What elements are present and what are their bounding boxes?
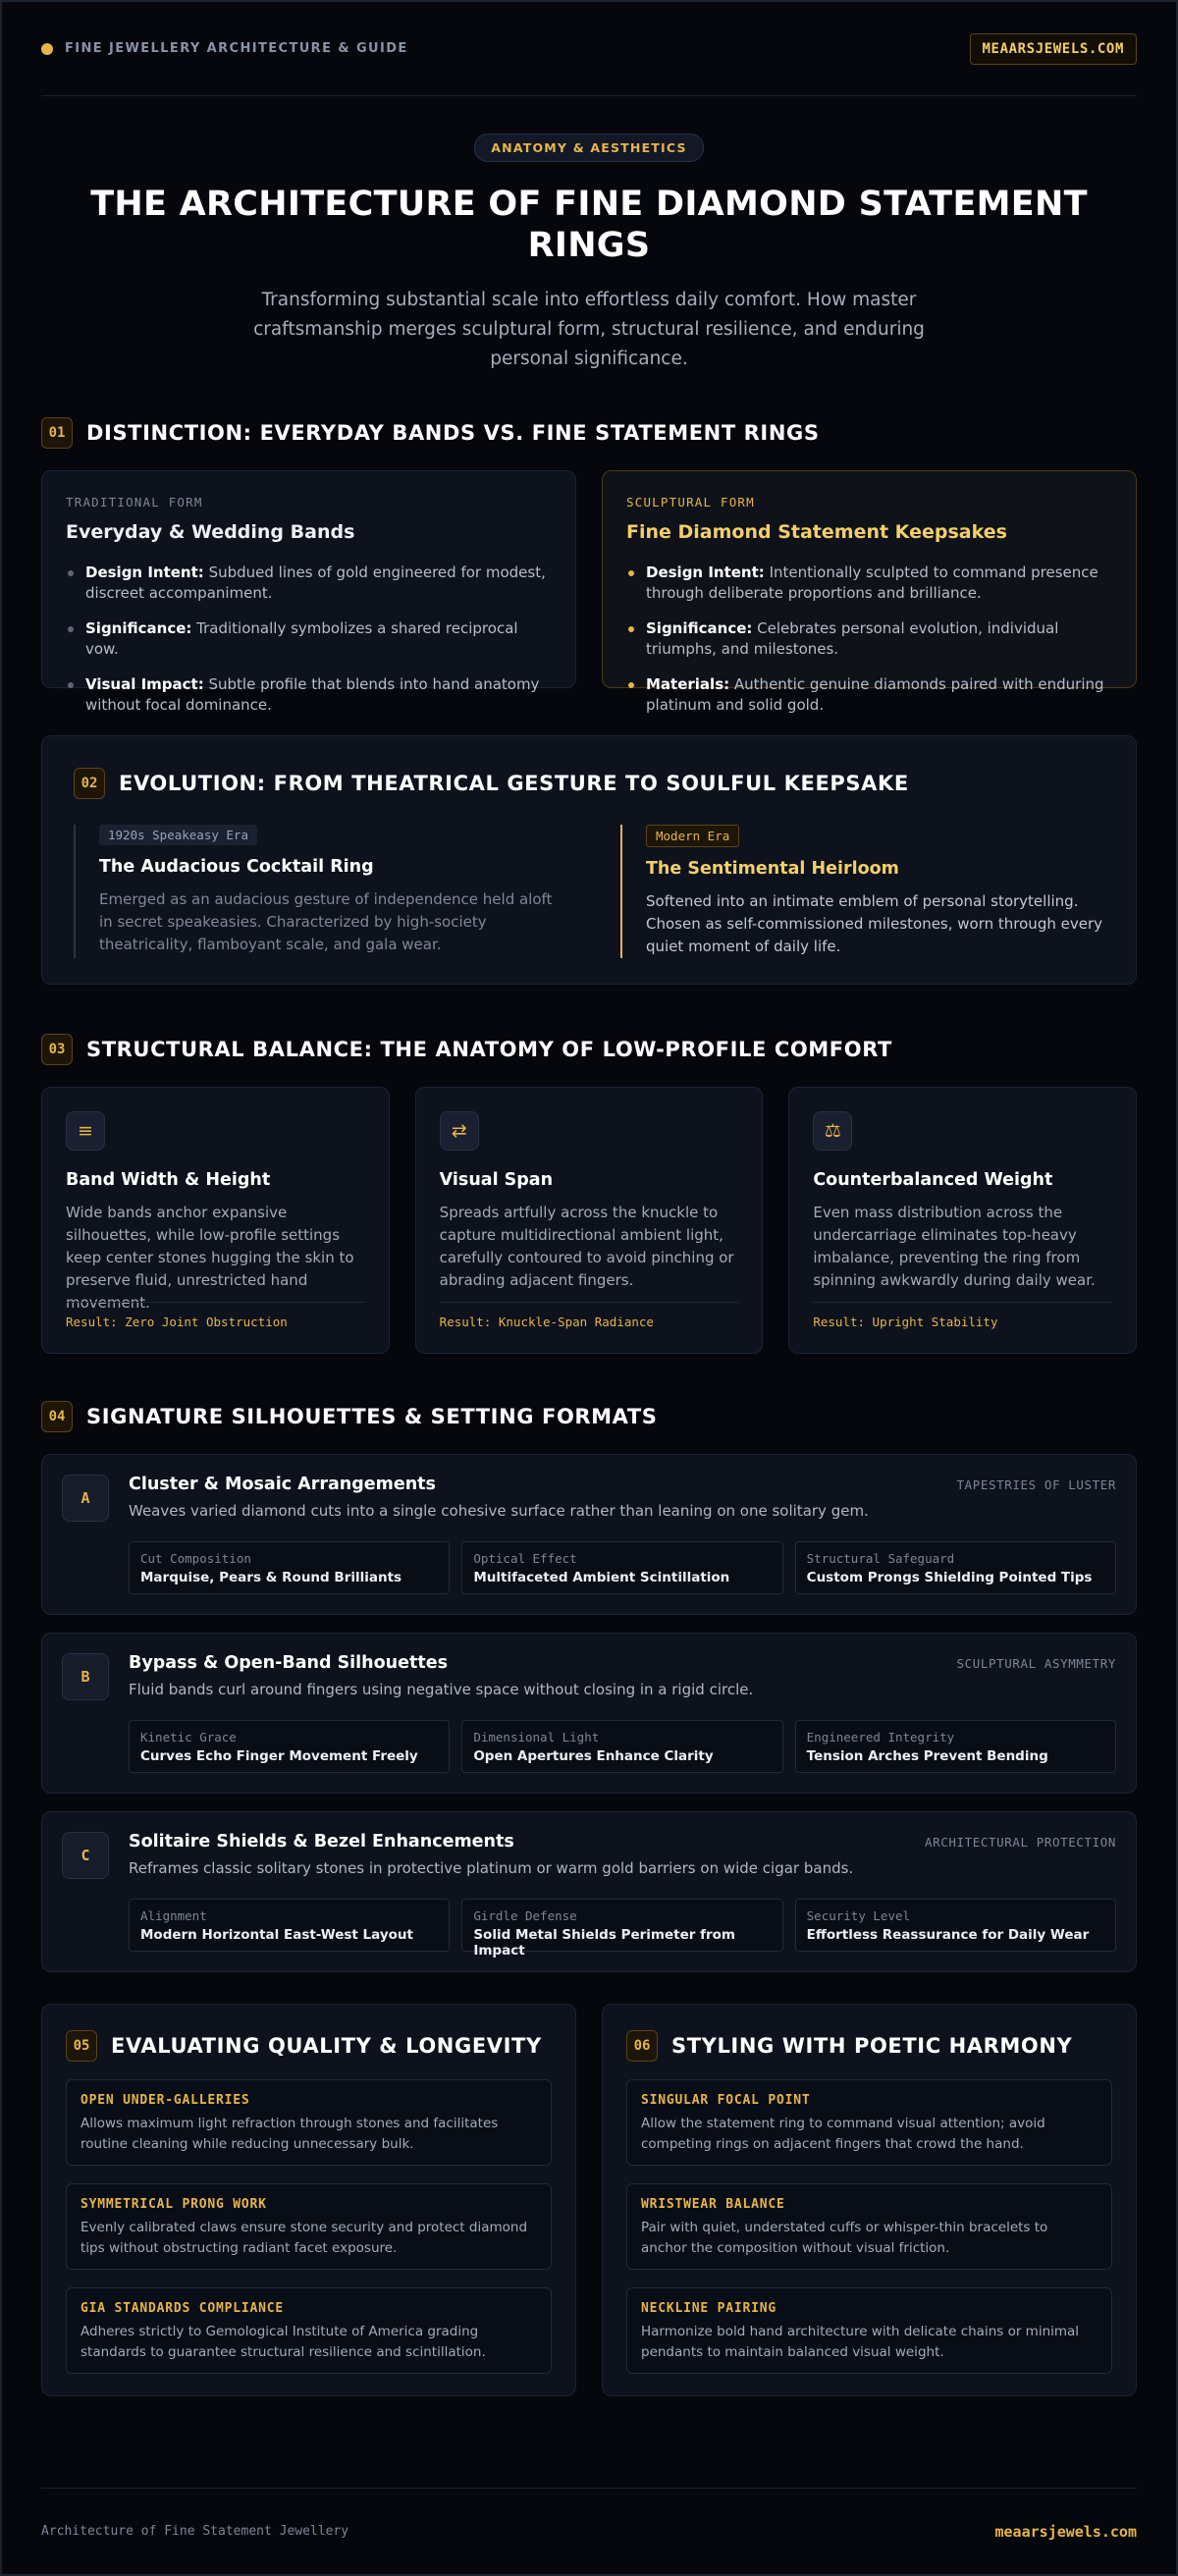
section-distinction bbox=[41, 417, 1137, 714]
list-item bbox=[66, 563, 552, 604]
format-title: Solitaire Shields & Bezel Enhancements bbox=[129, 1832, 514, 1852]
comparison bbox=[41, 470, 1137, 714]
list-item bbox=[626, 674, 1112, 716]
section-title: EVALUATING QUALITY & LONGEVITY bbox=[111, 2034, 542, 2058]
item-text: Authentic genuine diamonds paired with enduring platinum and solid gold. bbox=[646, 675, 1104, 714]
pillar-text: Spreads artfully across the knuckle to capture multidirectional ambient light, carefully contoured to avoid pinching or abrading adjacent fingers. bbox=[439, 1204, 734, 1289]
pillar-card-counterbalanced-weight bbox=[788, 1087, 1137, 1354]
section-structural-balance bbox=[41, 1034, 1137, 1354]
item-text: Celebrates personal evolution, individual triumphs, and milestones. bbox=[646, 619, 1059, 658]
bullet-list bbox=[626, 563, 1112, 716]
pillar-text: Wide bands anchor expansive silhouettes, while low-profile settings keep center stones hugging the skin to preserve fluid, unrestricted hand movement. bbox=[66, 1204, 354, 1312]
section-number: 05 bbox=[66, 2030, 97, 2062]
spec-label: Kinetic Grace bbox=[140, 1730, 237, 1744]
hero-subtitle: Transforming substantial scale into effortless daily comfort. How master craftsmanship merges sculptural form, structural resilience, and enduring personal significance. bbox=[253, 290, 925, 369]
format-bypass-open-band bbox=[41, 1633, 1137, 1794]
format-cluster-mosaic bbox=[41, 1454, 1137, 1615]
item-text: Traditionally symbolizes a shared reciprocal vow. bbox=[85, 619, 518, 658]
item-label: Design Intent: bbox=[646, 564, 765, 581]
spec-cell bbox=[129, 1899, 450, 1952]
spec-cell bbox=[461, 1720, 782, 1773]
card-kicker: TRADITIONAL FORM bbox=[66, 495, 203, 510]
format-specs bbox=[129, 1899, 1116, 1959]
tip-text: Harmonize bold hand architecture with delicate chains or minimal pendants to maintain balanced visual weight. bbox=[641, 2324, 1080, 2360]
footer bbox=[41, 2488, 1137, 2574]
evo-title: The Audacious Cocktail Ring bbox=[99, 857, 374, 877]
section-quality bbox=[41, 2004, 576, 2396]
format-desc: Reframes classic solitary stones in protective platinum or warm gold barriers on wide cigar bands. bbox=[129, 1859, 854, 1877]
statement-keepsakes-card bbox=[602, 470, 1137, 714]
section-title: STYLING WITH POETIC HARMONY bbox=[671, 2034, 1073, 2058]
tip-title: SINGULAR FOCAL POINT bbox=[641, 2093, 811, 2108]
evolution-timeline bbox=[74, 825, 1104, 958]
card-kicker: SCULPTURAL FORM bbox=[626, 495, 755, 510]
cocktail-ring-column bbox=[74, 825, 558, 958]
tip-text: Allow the statement ring to command visual attention; avoid competing rings on adjacent fingers that crowd the hand. bbox=[641, 2116, 1045, 2152]
pillar-result: Result: Knuckle-Span Radiance bbox=[440, 1302, 739, 1329]
pillar-card-band-width bbox=[41, 1087, 390, 1354]
item-text: Subdued lines of gold engineered for modest, discreet accompaniment. bbox=[85, 564, 546, 602]
tip-text: Evenly calibrated claws ensure stone security and protect diamond tips without obstructing radiant facet exposure. bbox=[80, 2220, 528, 2256]
spec-value: Modern Horizontal East-West Layout bbox=[140, 1927, 413, 1943]
section-number: 01 bbox=[41, 417, 73, 449]
item-label: Significance: bbox=[85, 619, 192, 637]
spec-label: Dimensional Light bbox=[473, 1730, 600, 1744]
spec-cell bbox=[795, 1720, 1116, 1773]
list-item bbox=[66, 674, 552, 716]
tip-text: Allows maximum light refraction through stones and facilitates routine cleaning while reducing unnecessary bulk. bbox=[80, 2116, 499, 2152]
tip-card bbox=[66, 2287, 552, 2374]
spec-value: Effortless Reassurance for Daily Wear bbox=[806, 1927, 1090, 1943]
item-text: Subtle profile that blends into hand anatomy without focal dominance. bbox=[85, 675, 540, 714]
list-item bbox=[626, 618, 1112, 660]
evo-text: Emerged as an audacious gesture of independence held aloft in secret speakeasies. Characterized by high-society theatricality, flamboyant scale, and gala wear. bbox=[99, 890, 553, 953]
format-specs bbox=[129, 1541, 1116, 1594]
spec-cell bbox=[795, 1541, 1116, 1594]
spec-value: Tension Arches Prevent Bending bbox=[806, 1748, 1048, 1764]
domain-link[interactable]: MEAARSJEWELS.COM bbox=[970, 33, 1137, 65]
footer-link[interactable]: meaarsjewels.com bbox=[994, 2522, 1137, 2541]
pillars bbox=[41, 1087, 1137, 1354]
format-body bbox=[129, 1475, 1116, 1594]
tip-card bbox=[66, 2079, 552, 2166]
hero bbox=[41, 96, 1137, 374]
swap-arrows-icon: ⇄ bbox=[440, 1111, 479, 1151]
item-text: Intentionally sculpted to command presence through deliberate proportions and brilliance. bbox=[646, 564, 1098, 602]
section-title: EVOLUTION: FROM THEATRICAL GESTURE TO SOULFUL KEEPSAKE bbox=[119, 772, 909, 795]
spec-label: Optical Effect bbox=[473, 1551, 577, 1566]
list-item bbox=[66, 618, 552, 660]
format-letter: C bbox=[62, 1832, 109, 1879]
pillar-text: Even mass distribution across the undercarriage eliminates top-heavy imbalance, preventing the ring from spinning awkwardly during daily wear. bbox=[813, 1204, 1096, 1289]
format-header bbox=[129, 1475, 1116, 1494]
spec-label: Security Level bbox=[806, 1908, 911, 1923]
section-evolution bbox=[41, 735, 1137, 985]
list-item bbox=[626, 563, 1112, 604]
spec-label: Structural Safeguard bbox=[806, 1551, 955, 1566]
evo-text: Softened into an intimate emblem of personal storytelling. Chosen as self-commissioned milestones, worn through every quiet moment of daily life. bbox=[646, 892, 1102, 955]
format-tag: ARCHITECTURAL PROTECTION bbox=[924, 1835, 1116, 1850]
spec-label: Girdle Defense bbox=[473, 1908, 577, 1923]
format-tag: SCULPTURAL ASYMMETRY bbox=[956, 1656, 1116, 1671]
tip-title: SYMMETRICAL PRONG WORK bbox=[80, 2197, 267, 2212]
tip-text: Adheres strictly to Gemological Institute of America grading standards to guarantee structural resilience and scintillation. bbox=[80, 2324, 486, 2360]
footer-caption: Architecture of Fine Statement Jewellery bbox=[41, 2524, 349, 2539]
section-number: 03 bbox=[41, 1034, 73, 1065]
format-desc: Fluid bands curl around fingers using negative space without closing in a rigid circle. bbox=[129, 1681, 754, 1698]
pillar-result: Result: Zero Joint Obstruction bbox=[66, 1302, 365, 1329]
tip-title: WRISTWEAR BALANCE bbox=[641, 2197, 785, 2212]
format-title: Bypass & Open-Band Silhouettes bbox=[129, 1653, 449, 1673]
section-styling bbox=[602, 2004, 1137, 2396]
page-title: THE ARCHITECTURE OF FINE DIAMOND STATEMENT RINGS bbox=[90, 185, 1088, 265]
format-header bbox=[129, 1653, 1116, 1673]
brand-text: FINE JEWELLERY ARCHITECTURE & GUIDE bbox=[65, 41, 408, 56]
spec-value: Marquise, Pears & Round Brilliants bbox=[140, 1570, 402, 1585]
item-label: Design Intent: bbox=[85, 564, 204, 581]
heirloom-column bbox=[620, 825, 1104, 958]
section-title: STRUCTURAL BALANCE: THE ANATOMY OF LOW-PROFILE COMFORT bbox=[86, 1038, 892, 1061]
spec-value: Open Apertures Enhance Clarity bbox=[473, 1748, 714, 1764]
tip-text: Pair with quiet, understated cuffs or whisper-thin bracelets to anchor the composition without visual friction. bbox=[641, 2220, 1048, 2256]
tip-card bbox=[626, 2287, 1112, 2374]
spec-cell bbox=[795, 1899, 1116, 1952]
spec-value: Curves Echo Finger Movement Freely bbox=[140, 1748, 418, 1764]
era-badge: 1920s Speakeasy Era bbox=[99, 825, 257, 845]
format-header bbox=[129, 1832, 1116, 1852]
spec-cell bbox=[461, 1899, 782, 1959]
spec-cell bbox=[129, 1720, 450, 1773]
spec-cell bbox=[461, 1541, 782, 1594]
bullet-list bbox=[66, 563, 552, 716]
scales-icon: ⚖ bbox=[813, 1111, 852, 1151]
tip-title: GIA STANDARDS COMPLIANCE bbox=[80, 2301, 285, 2316]
pillar-title: Band Width & Height bbox=[66, 1170, 271, 1190]
format-list bbox=[41, 1454, 1137, 1972]
spec-label: Alignment bbox=[140, 1908, 207, 1923]
section-heading bbox=[74, 768, 1104, 799]
spec-cell bbox=[129, 1541, 450, 1594]
section-heading bbox=[41, 1401, 1137, 1432]
section-heading bbox=[626, 2030, 1112, 2062]
card-title: Everyday & Wedding Bands bbox=[66, 521, 355, 543]
quality-styling-row bbox=[41, 2004, 1137, 2396]
era-badge: Modern Era bbox=[646, 825, 739, 847]
spec-value: Solid Metal Shields Perimeter from Impact bbox=[473, 1927, 735, 1959]
tip-title: NECKLINE PAIRING bbox=[641, 2301, 777, 2316]
pillar-result: Result: Upright Stability bbox=[813, 1302, 1112, 1329]
format-tag: TAPESTRIES OF LUSTER bbox=[956, 1477, 1116, 1492]
everyday-bands-card bbox=[41, 470, 576, 714]
section-silhouettes bbox=[41, 1401, 1137, 1972]
pillar-card-visual-span bbox=[415, 1087, 764, 1354]
section-number: 06 bbox=[626, 2030, 658, 2062]
spec-label: Engineered Integrity bbox=[806, 1730, 955, 1744]
tip-title: OPEN UNDER-GALLERIES bbox=[80, 2093, 250, 2108]
section-number: 04 bbox=[41, 1401, 73, 1432]
brand-dot-icon bbox=[41, 43, 53, 55]
format-body bbox=[129, 1653, 1116, 1773]
top-bar bbox=[41, 2, 1137, 96]
section-heading bbox=[66, 2030, 552, 2062]
hero-pill: ANATOMY & AESTHETICS bbox=[474, 134, 703, 162]
brand bbox=[41, 41, 408, 56]
tip-card bbox=[66, 2183, 552, 2270]
section-title: SIGNATURE SILHOUETTES & SETTING FORMATS bbox=[86, 1405, 658, 1428]
section-number: 02 bbox=[74, 768, 105, 799]
format-desc: Weaves varied diamond cuts into a single cohesive surface rather than leaning on one solitary gem. bbox=[129, 1502, 869, 1520]
spec-value: Custom Prongs Shielding Pointed Tips bbox=[806, 1570, 1093, 1585]
format-solitaire-shields bbox=[41, 1811, 1137, 1972]
format-title: Cluster & Mosaic Arrangements bbox=[129, 1475, 436, 1494]
format-letter: A bbox=[62, 1475, 109, 1522]
tip-card bbox=[626, 2079, 1112, 2166]
pillar-title: Visual Span bbox=[439, 1170, 554, 1190]
section-title: DISTINCTION: EVERYDAY BANDS VS. FINE STATEMENT RINGS bbox=[86, 421, 820, 445]
spec-value: Multifaceted Ambient Scintillation bbox=[473, 1570, 730, 1585]
format-letter: B bbox=[62, 1653, 109, 1700]
section-heading bbox=[41, 417, 1137, 449]
card-title: Fine Diamond Statement Keepsakes bbox=[626, 521, 1007, 543]
item-label: Significance: bbox=[646, 619, 753, 637]
item-label: Materials: bbox=[646, 675, 730, 693]
format-specs bbox=[129, 1720, 1116, 1773]
evo-title: The Sentimental Heirloom bbox=[646, 859, 899, 879]
format-body bbox=[129, 1832, 1116, 1959]
spec-label: Cut Composition bbox=[140, 1551, 251, 1566]
section-heading bbox=[41, 1034, 1137, 1065]
tip-card bbox=[626, 2183, 1112, 2270]
item-label: Visual Impact: bbox=[85, 675, 204, 693]
lines-icon: ≡ bbox=[66, 1111, 105, 1151]
pillar-title: Counterbalanced Weight bbox=[813, 1170, 1053, 1190]
